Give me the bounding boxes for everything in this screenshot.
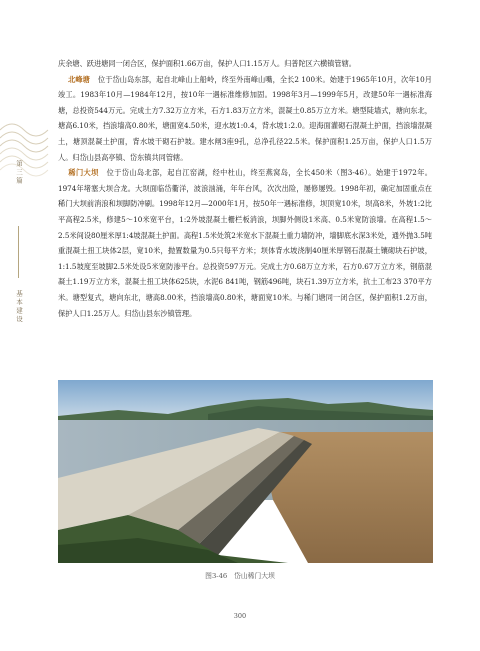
- section-text: 位于岱山岛东部，起自北峰山上船岭，终至外南峰山嘴，全长2 100米。始建于1965年10月，次年10月竣工。1983年10月—1984年12月，按10年一遇标准维修加固。1998年3月—1999年5月，改建50年一遇标准海塘，总投资544万元。完成土方7.32万立方米，石方1.83万立方米，混凝土0.85万立方米。塘型陡墙式，塘向东北，塘高6.10米，挡浪墙高0.80米，塘面宽4.50米，迎水坡1:0.4，背水坡1:2.0。迎海面灌砌石混凝土护面，挡浪墙混凝土，塘顶混凝土护面，背水坡干砌石护坡。建水闸3座9孔，总净孔径22.5米。保护面积1.25万亩，保护人口1.5万人。归岱山县高亭镇、岱东镇共同管辖。: [58, 74, 432, 162]
- side-divider: [18, 226, 19, 278]
- side-section-label: 基本建设: [15, 290, 23, 324]
- section-ximen: [58, 165, 432, 321]
- dam-photo: [58, 380, 433, 563]
- figure-caption: 图3-46 岱山稀门大坝: [205, 572, 275, 580]
- section-text: 位于岱山岛北部，起自江窑湖，经中杜山，终至燕窝岛，全长450米（图3-46）。始建于1972年。1974年堵塞大坝合龙。大坝面临岱衢洋，波浪汹涌，年年台风，次次出险，屡修屡毁。1998年初，确定加固重点在稀门大坝前消浪和坝脚防冲刷。1998年12月—2000年1月，按50年一遇标准修，坝顶宽10米，坝高8米，外坡1:2比平高程2.5米，修建5～10米宽平台，1:2外坡混凝土栅栏板消浪，坝脚外侧设1米高、0.5米宽防浪墙。在高程1.5～2.5米间设80厘米厚1:4坡混凝土护面。高程1.5米处筑2米宽水下混凝土重力墙防冲，墙脚底水深3米处，通外抛3.5吨重混凝土扭工块体2层，宽10米，抛置数量为0.5只每平方米；坝体背水坡浇制40厘米厚钢石混凝土镶砌块石护坡，1:1.5坡度至坡脚2.5米处设5米宽防渗平台。总投资597万元。完成土方0.68万立方米，石方0.67万立方米，钢筋混凝土1.19万立方米，混凝土扭工块体625块，水泥6 841吨，钢筋496吨，块石1.39万立方米，抗土工布23 370平方米。塘型复式，塘向东北，塘高8.00米，挡浪墙高0.80米，塘面宽10米。与稀门塘同一闭合区，保护面积1.2万亩，保护人口1.25万人。归岱山县东沙镇管理。: [58, 168, 432, 318]
- page-number: 300: [233, 612, 247, 620]
- wave-ornament: [0, 110, 50, 220]
- section-heading: 稀门大坝: [68, 168, 99, 178]
- intro-paragraph: 庆余塘、跃进塘同一闭合区，保护面积1.66万亩，保护人口1.15万人。归普陀区六横镇管辖。: [58, 59, 356, 68]
- section-heading: 北峰塘: [68, 74, 90, 84]
- section-beifeng: [58, 72, 432, 166]
- side-chapter-label: 第三篇: [15, 160, 23, 186]
- body-text: [58, 56, 432, 321]
